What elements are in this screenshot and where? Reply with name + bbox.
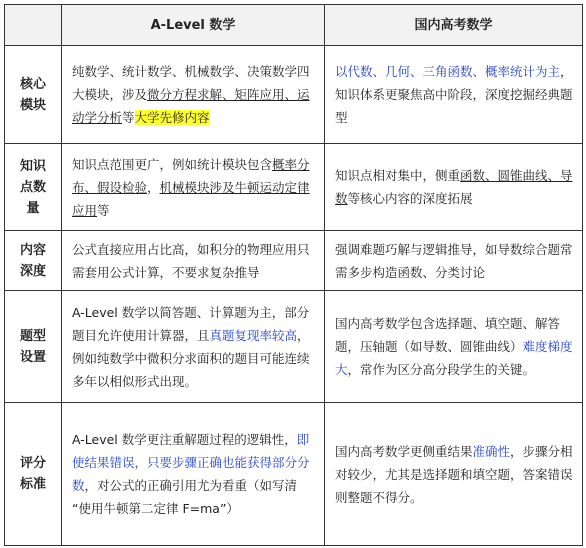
highlighted-text: 大学先修内容 xyxy=(134,110,210,125)
gaokao-cell xyxy=(325,46,583,144)
cell-text: ，对公式的正确引用尤为看重（如写清 “使用牛顿第二定律 F=ma”） xyxy=(72,478,298,516)
cell-text: A-Level 数学更注重解题过程的逻辑性， xyxy=(72,432,297,447)
row-label-line: 设置 xyxy=(19,349,46,365)
blue-text: 即使结果错误，只要步骤正确也能获得部分分数 xyxy=(72,432,310,493)
cell-text: ，例如纯数学中微积分求面积的题目可能连续多年以相似形式出现。 xyxy=(72,327,310,389)
cell-text: 公式直接应用占比高，如积分的物理应用只需套用公式计算，不要求复杂推导 xyxy=(72,241,310,280)
gaokao-cell xyxy=(325,291,583,403)
underlined-text: 函数、圆锥曲线、导数 xyxy=(335,168,573,206)
row-grading-criteria xyxy=(5,403,583,546)
cell-text: 国内高考数学更侧重结果 xyxy=(335,443,473,459)
cell-text: 知识点相对集中，侧重 xyxy=(335,168,461,183)
row-label xyxy=(5,231,62,291)
cell-text: 国内高考数学包含选择题、填空题、解答题，压轴题（如导数、圆锥曲线） xyxy=(335,316,561,354)
cell-text: ，步骤分相对较少，尤其是选择题和填空题，答案错误则整题不得分。 xyxy=(335,443,573,505)
cell-text: 等 xyxy=(122,110,135,125)
cell-text: 纯数学、统计数学、机械数学、决策数学四大模块，涉及 xyxy=(72,64,310,102)
row-label xyxy=(5,291,62,403)
gaokao-cell xyxy=(325,403,583,546)
row-label xyxy=(5,144,62,231)
underlined-text: 概率分布、假设检验 xyxy=(72,156,310,195)
alevel-cell xyxy=(62,46,325,144)
alevel-cell xyxy=(62,403,325,546)
row-label-line: 深度 xyxy=(19,263,46,279)
blue-text: 难度梯度大 xyxy=(335,339,573,377)
underlined-text: 机械模块涉及牛顿运动定律应用 xyxy=(72,179,310,218)
header-corner xyxy=(5,5,62,46)
row-label-line: 知识 xyxy=(19,158,46,174)
row-label-line: 评分 xyxy=(19,456,46,471)
gaokao-cell xyxy=(325,231,583,291)
alevel-cell xyxy=(62,144,325,231)
row-label-line: 内容 xyxy=(19,242,46,258)
cell-text: ， xyxy=(147,179,160,195)
row-label-line: 量 xyxy=(26,200,40,216)
blue-text: 真题复现率较高 xyxy=(209,327,298,343)
gaokao-cell xyxy=(325,144,583,231)
row-label xyxy=(5,403,62,546)
alevel-cell xyxy=(62,291,325,403)
row-content-depth xyxy=(5,231,583,291)
header-gaokao: 国内高考数学 xyxy=(325,5,583,46)
row-label xyxy=(5,46,62,144)
row-label-line: 题型 xyxy=(19,328,46,344)
cell-text: 等核心内容的深度拓展 xyxy=(347,191,473,206)
row-label-line: 模块 xyxy=(19,97,46,113)
row-label-line: 核心 xyxy=(19,76,46,92)
row-knowledge-points xyxy=(5,144,583,231)
underlined-text: 微分方程求解、矩阵应用、运动学分析 xyxy=(72,87,310,125)
blue-text: 准确性 xyxy=(472,443,511,459)
row-question-types xyxy=(5,291,583,403)
cell-text: 知识点范围更广，例如统计模块包含 xyxy=(72,156,273,172)
alevel-cell xyxy=(62,231,325,291)
cell-text: 等 xyxy=(97,202,110,218)
cell-text: 强调难题巧解与逻辑推导，如导数综合题常需多步构造函数、分类讨论 xyxy=(335,241,573,280)
comparison-table xyxy=(4,4,583,546)
cell-text: A-Level 数学以简答题、计算题为主，部分题目允许使用计算器，且 xyxy=(72,304,310,343)
cell-text: ，常作为区分高分段学生的关键。 xyxy=(347,362,536,377)
cell-text: ，知识体系更聚焦高中阶段，深度挖掘经典题型 xyxy=(335,64,573,125)
row-label-line: 标准 xyxy=(19,477,46,492)
header-row xyxy=(5,5,583,46)
header-alevel: A-Level 数学 xyxy=(62,5,325,46)
row-core-modules xyxy=(5,46,583,144)
row-label-line: 点数 xyxy=(19,179,46,195)
blue-text: 以代数、几何、三角函数、概率统计为主 xyxy=(335,64,561,79)
